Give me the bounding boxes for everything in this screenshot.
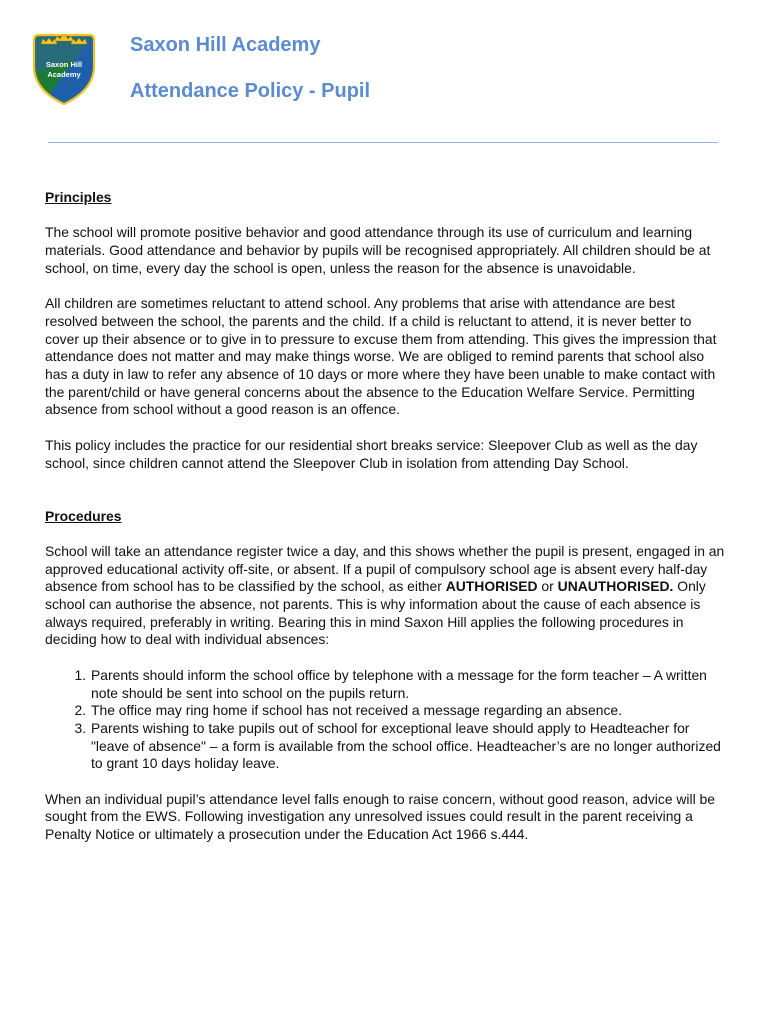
procedures-list <box>45 667 725 773</box>
authorised-keyword: AUTHORISED <box>445 578 538 595</box>
school-crest-logo <box>31 30 97 106</box>
logo-text-line-2: Academy <box>47 70 81 79</box>
section-spacer <box>45 490 725 508</box>
principles-paragraph-1: The school will promote positive behavior and good attendance through its use of curriculum and learning materials. Good attendance and behavior by pupils will be recognised appropriately. All children should be at school, on time, every day the school is open, unless the reason for the absence is unavoidable. <box>45 224 711 276</box>
logo-text-line-1: Saxon Hill <box>45 60 83 69</box>
unauthorised-keyword: UNAUTHORISED. <box>557 578 674 595</box>
procedures-text-b: Only school can authorise the absence, not parents. This is why information about the cause of each absence is always required, preferably in writing. Bearing this in mind Saxon Hill applies the following procedures in deciding how to deal with individual absences: <box>45 578 706 648</box>
header-divider <box>48 142 718 143</box>
list-item: 1. Parents should inform the school office by telephone with a message for the form teacher – A written note should be sent into school on the pupils return. <box>90 667 725 702</box>
principles-paragraph-2: All children are sometimes reluctant to attend school. Any problems that arise with attendance are best resolved between the school, the parents and the child. If a child is reluctant to attend, it is never better to cover up their absence or to give in to pressure to excuse them from attending. This gives the impression that attendance does not matter and may make things worse. We are obliged to remind parents that school also has a duty in law to refer any absence of 10 days or more where they have been unable to make contact with the parent/child or have general concerns about the absence to the Education Welfare Service. Permitting absence from school without a good reason is an offence. <box>45 295 717 418</box>
procedures-paragraph-2: When an individual pupil’s attendance level falls enough to raise concern, without good reason, advice will be sought from the EWS. Following investigation any unresolved issues could result in the parent receiving a Penalty Notice or ultimately a prosecution under the Education Act 1966 s.444. <box>45 790 715 843</box>
principles-paragraph-3: This policy includes the practice for our residential short breaks service: Sleepover Club as well as the day school, since children cannot attend the Sleepover Club in isolation from attending Day School. <box>45 436 698 471</box>
school-name-title: Saxon Hill Academy <box>130 34 321 56</box>
list-item: 2. The office may ring home if school has not received a message regarding an absence. <box>90 702 725 720</box>
principles-heading: Principles <box>45 189 112 205</box>
policy-title: Attendance Policy - Pupil <box>130 80 371 102</box>
procedures-text-or: or <box>537 578 558 595</box>
procedures-paragraph-1 <box>45 543 725 649</box>
list-item: 3. Parents wishing to take pupils out of school for exceptional leave should apply to Headteacher for "leave of absence" – a form is available from the school office. Headteacher’s are no longer authorized to grant 10 days holiday leave. <box>90 720 725 773</box>
procedures-heading: Procedures <box>45 507 122 524</box>
procedures-text-a: School will take an attendance register twice a day, and this shows whether the pupil is present, engaged in an approved educational activity off-site, or absent. If a pupil of compulsory school age is absent every half-day absence from school has to be classified by the school, as either <box>45 542 725 595</box>
document-body <box>45 189 725 862</box>
